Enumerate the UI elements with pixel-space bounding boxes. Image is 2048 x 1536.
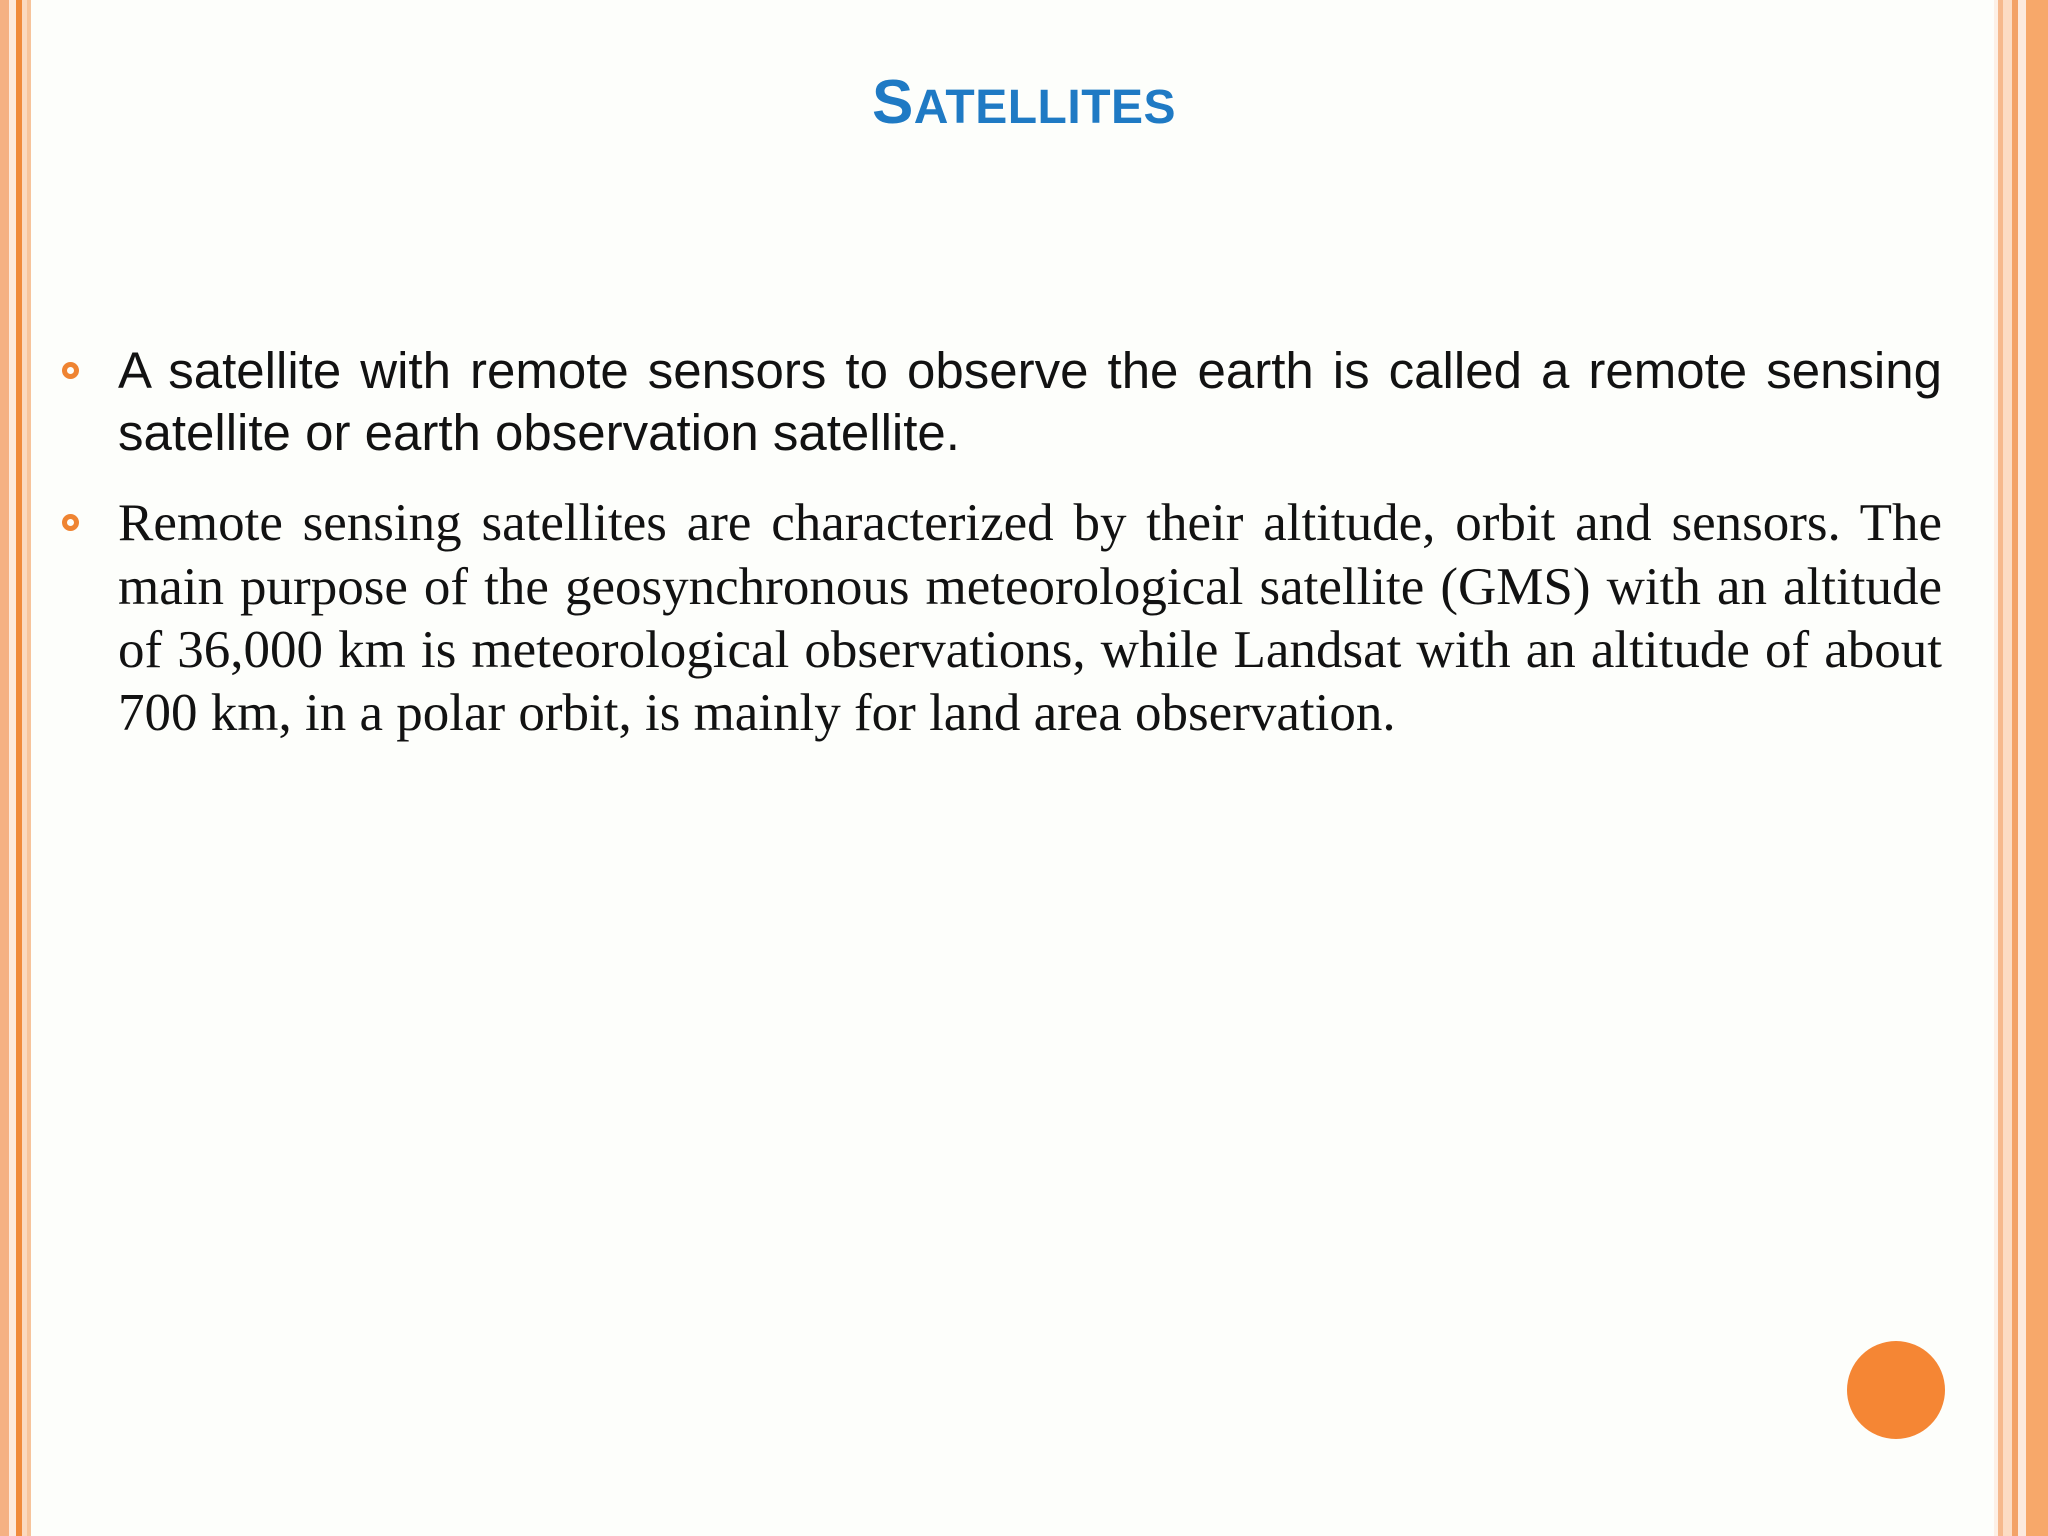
right-decorative-stripes	[1988, 0, 2048, 1536]
stripe	[9, 0, 16, 1536]
bullet-marker	[62, 492, 118, 531]
slide-title-initial: S	[871, 68, 914, 137]
bullet-marker	[62, 340, 118, 379]
stripe	[1994, 0, 1998, 1536]
stripe	[2012, 0, 2018, 1536]
left-decorative-stripes	[0, 0, 40, 1536]
list-item-text: A satellite with remote sensors to observe the earth is called a remote sensing satellite or earth observation satellite.	[118, 342, 1942, 462]
circle-bullet-icon	[62, 514, 79, 531]
slide-title-rest: ATELLITES	[913, 81, 1177, 134]
circle-bullet-icon	[62, 362, 79, 379]
stripe	[2003, 0, 2012, 1536]
decorative-circle	[1847, 1341, 1945, 1439]
stripe	[27, 0, 31, 1536]
stripe	[2026, 0, 2048, 1536]
list-item	[62, 492, 1942, 744]
list-item-text: Remote sensing satellites are characterized by their altitude, orbit and sensors. The main purpose of the geosynchronous meteorological satellite (GMS) with an altitude of 36,000 km is meteorological observations, while Landsat with an altitude of about 700 km, in a polar orbit, is mainly for land area observation.	[118, 494, 1942, 742]
slide-body	[62, 340, 1942, 773]
stripe	[0, 0, 9, 1536]
stripe	[1998, 0, 2003, 1536]
slide-title	[0, 68, 2048, 137]
stripe	[2018, 0, 2026, 1536]
list-item	[62, 340, 1942, 464]
